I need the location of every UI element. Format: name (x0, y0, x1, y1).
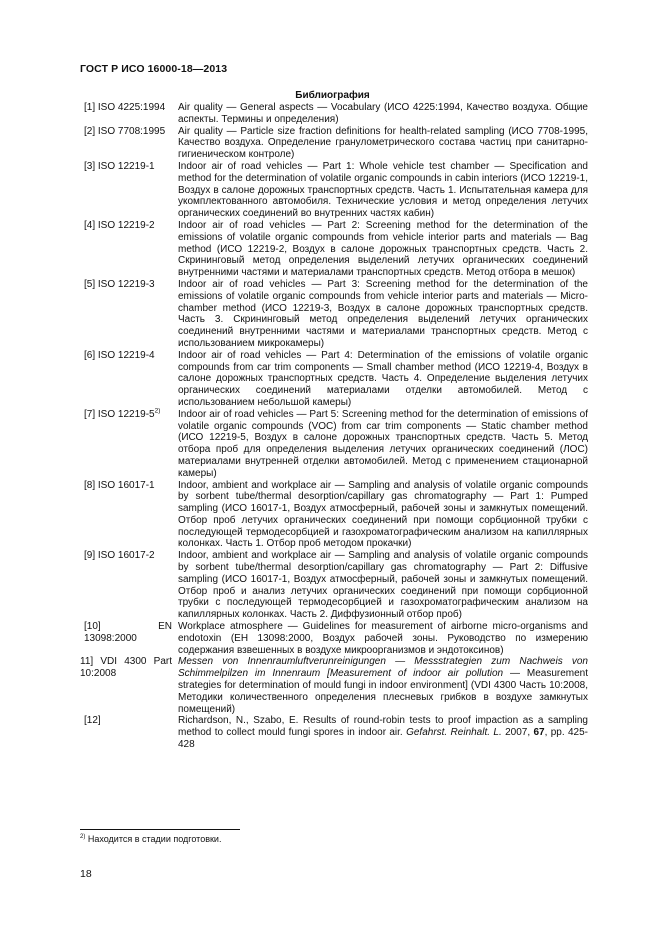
entry-text-part-b: 2007, (501, 727, 534, 739)
page-number: 18 (80, 868, 92, 880)
entry-text: Workplace atmosphere — Guidelines for measurement of airborne micro-organisms and endotoxin (ЕН 13098:2000, Воздух рабочей зоны. Руководство по измерению содержания взвешенных в воздухе микроорганизмов и эндотоксинов) (178, 621, 588, 656)
bibliography-entry-4 (80, 220, 588, 279)
entry-text (178, 715, 588, 750)
entry-text: Air quality — Particle size fraction definitions for health-related sampling (ИСО 7708-1995, Качество воздуха. Определение гранулометрического состава частиц при санитарно-гигиеническом контроле) (178, 125, 588, 161)
entry-reference: [1] ISO 4225:1994 (84, 102, 166, 113)
entry-text-part-a: Richardson, N., Szabo, E. Results of round-robin tests to proof impaction as a sampling method to collect mould fungi spores in indoor air. (178, 715, 588, 739)
footnote-divider (80, 829, 240, 830)
entry-reference: 11] VDI 4300 Part 10:2008 (80, 656, 172, 680)
bibliography-list (80, 102, 588, 751)
entry-text: Indoor air of road vehicles — Part 4: Determination of the emissions of volatile organic compounds from car trim components — Small chamber method (ИСО 12219-4, Воздух в салоне дорожных транспортных средств. Часть 4. Определение выделения летучих органических соединений материалами отделки автомобилей. Метод с использованием небольшой камеры) (178, 349, 588, 408)
entry-text: Air quality — General aspects — Vocabulary (ИСО 4225:1994, Качество воздуха. Общие аспекты. Термины и определения) (178, 102, 588, 125)
page-header-standard: ГОСТ Р ИСО 16000-18—2013 (80, 63, 228, 75)
bibliography-entry-6 (80, 350, 588, 409)
entry-text-italic: Messen von Innenraumluftverunreinigungen — Messstrategien zum Nachweis von Schimmelpilzen im Innenraum [Measurement of indoor air pollution (178, 656, 588, 680)
entry-text (178, 656, 588, 715)
bibliography-entry-7 (80, 409, 588, 480)
entry-volume: 67 (533, 727, 545, 739)
entry-text-regular: — Measurement strategies for determination of mould fungi in indoor environment] (VDI 4300 Часть 10:2008, Методики количественного определения плесневых грибков в воздухе замкнутых помещений) (178, 668, 589, 715)
entry-text: Indoor air of road vehicles — Part 5: Screening method for the determination of emissions of volatile organic compounds (VOC) from car trim components — Static chamber method (ИСО 12219-5, Воздух в салоне дорожных транспортных средств. Часть 5. Метод отбора проб для определения выделения летучих органических соединений (ЛОС) материалами внутренней отделки автомобилей. Метод с применением стационарной камеры) (178, 408, 588, 479)
bibliography-title: Библиография (295, 90, 370, 101)
bibliography-entry-1 (80, 102, 588, 126)
entry-reference: [4] ISO 12219-2 (84, 219, 155, 231)
entry-text-part-c: , pp. 425-428 (178, 727, 588, 751)
bibliography-entry-3 (80, 161, 588, 220)
entry-journal-name: Gefahrst. Reinhalt. L. (406, 727, 502, 739)
entry-reference: [2] ISO 7708:1995 (84, 125, 166, 137)
entry-reference: [12] (84, 715, 101, 727)
entry-reference: [9] ISO 16017-2 (84, 550, 155, 562)
footnote (80, 834, 221, 844)
entry-reference: [6] ISO 12219-4 (84, 349, 155, 361)
entry-text: Indoor air of road vehicles — Part 1: Whole vehicle test chamber — Specification and method for the determination of volatile organic compounds in cabin interiors (ИСО 12219-1, Воздух в салоне дорожных транспортных средств. Часть 1. Испытательная камера для укомплектованного автомобиля. Технические условия и метод определения летучих органических соединений во внутренних частях кабин) (178, 160, 588, 220)
bibliography-entry-11 (80, 656, 588, 715)
bibliography-entry-9 (80, 550, 588, 621)
entry-reference (80, 409, 178, 480)
bibliography-entry-5 (80, 279, 588, 350)
entry-reference: [10] EN 13098:2000 (84, 621, 172, 644)
footnote-marker: 2) (154, 407, 161, 415)
entry-reference-label: [7] ISO 12219-5 (84, 408, 155, 420)
entry-text: Indoor air of road vehicles — Part 2: Screening method for the determination of the emissions of volatile organic compounds from vehicle interior parts and materials — Bag method (ИСО 12219-2, Воздух в салоне дорожных транспортных средств. Часть 2. Скрининговый метод определения выделений летучих органических соединений внутренними частями и материалами транспортных средств. Метод отбора в мешок) (178, 219, 588, 279)
footnote-text: Находится в стадии подготовки. (85, 834, 222, 844)
entry-reference: [8] ISO 16017-1 (84, 479, 155, 491)
entry-text: Indoor, ambient and workplace air — Sampling and analysis of volatile organic compounds by sorbent tube/thermal desorption/capillary gas chromatography — Part 2: Diffusive sampling (ИСО 16017-1, Воздух атмосферный, рабочей зоны и замкнутых помещений. Отбор проб и анализ летучих органических соединений при помощи сорбционной трубки с последующей термодесорбцией и газохроматографическим анализом на капиллярных колонках. Часть 2. Диффузионный отбор проб) (178, 550, 588, 621)
bibliography-entry-10 (80, 621, 588, 656)
bibliography-entry-12 (80, 715, 588, 750)
entry-reference: [5] ISO 12219-3 (84, 278, 155, 290)
footnote-marker: 2) (80, 834, 86, 840)
entry-text: Indoor air of road vehicles — Part 3: Screening method for the determination of the emissions of volatile organic compounds from vehicle interior parts and materials — Micro-chamber method (ИСО 12219-3, Воздух в салоне дорожных транспортных средств. Часть 3. Скрининговый метод определения выделений летучих органических соединений внутренними частями и материалами транспортных средств. Метод с использованием микрокамеры) (178, 278, 588, 349)
bibliography-entry-2 (80, 126, 588, 161)
bibliography-entry-8 (80, 480, 588, 551)
entry-text: Indoor, ambient and workplace air — Sampling and analysis of volatile organic compounds by sorbent tube/thermal desorption/capillary gas chromatography — Part 1: Pumped sampling (ИСО 16017-1, Воздух атмосферный, рабочей зоны и замкнутых помещений. Отбор проб летучих органических соединений при помощи сорбционной трубки с последующей термодесорбцией и газохроматографическим анализом на капиллярных колонках. Часть 1. Отбор проб методом прокачки) (178, 479, 588, 550)
entry-reference: [3] ISO 12219-1 (84, 160, 155, 172)
